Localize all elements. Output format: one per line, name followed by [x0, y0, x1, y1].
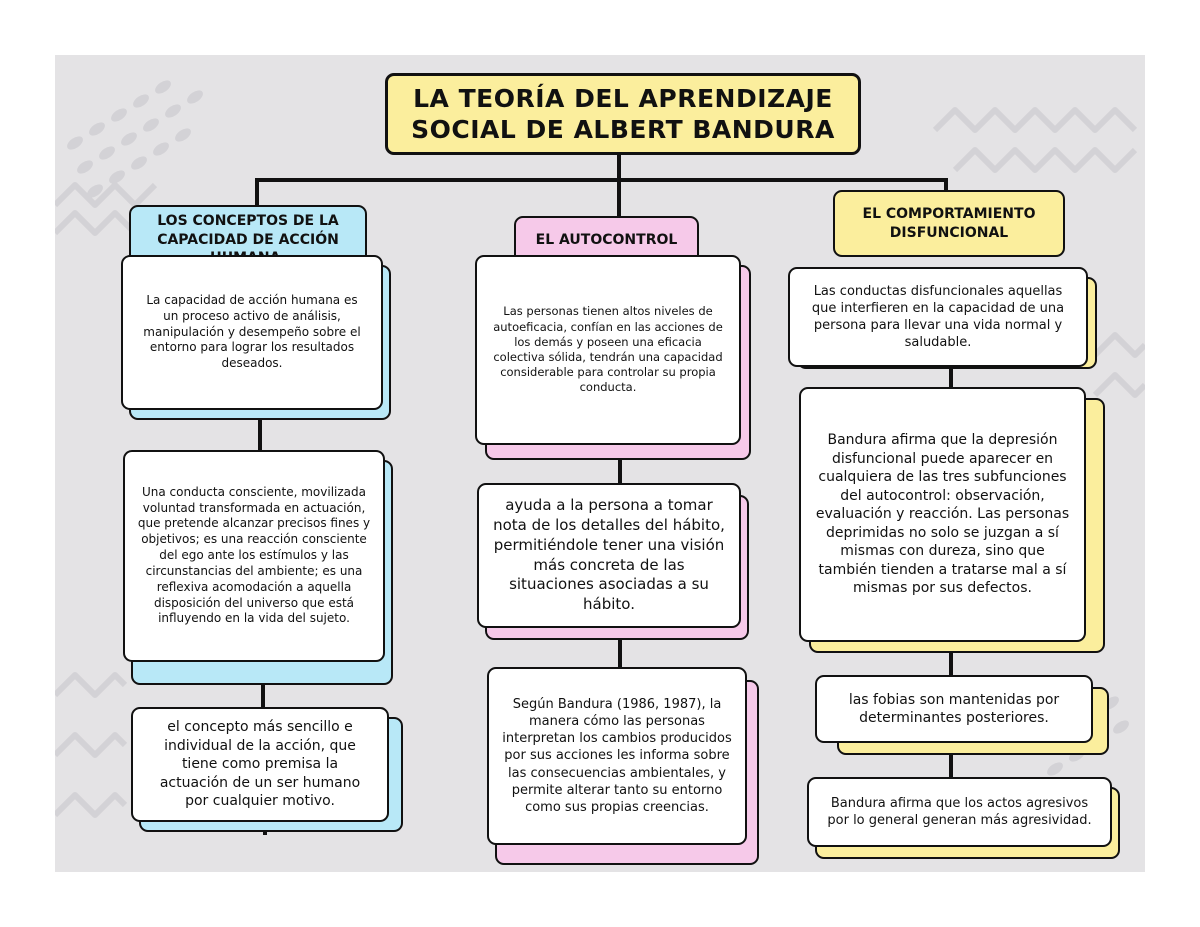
- card-fobias-text: las fobias son mantenidas por determinantes posteriores.: [848, 691, 1060, 726]
- card-conductas-disfuncionales-text: Las conductas disfuncionales aquellas que interfieren en la capacidad de una persona para llevar una vida normal y saludable.: [811, 283, 1065, 351]
- card-conductas-disfuncionales: [788, 267, 1088, 367]
- main-title-text: LA TEORÍA DEL APRENDIZAJE SOCIAL DE ALBERT BANDURA: [411, 83, 835, 144]
- connector-col2-b: [618, 640, 622, 670]
- card-concepto-sencillo: [131, 707, 389, 822]
- card-conducta-consciente-text: Una conducta consciente, movilizada voluntad transformada en actuación, que pretende alcanzar precisos fines y objetivos; es una reacción consciente del ego ante los estímulos y las circunstancias del ambiente; es una reflexiva acomodación a aquella disposición del universo que está influyendo en la vida del sujeto.: [137, 484, 371, 626]
- connector-title-down: [617, 155, 621, 180]
- card-segun-bandura-text: Según Bandura (1986, 1987), la manera cómo las personas interpretan los cambios producidos por sus acciones les informa sobre las consecuencias ambientales, y permite alterar tanto su entorno como sus propias creencias.: [502, 696, 732, 815]
- card-depresion-disfuncional-text: Bandura afirma que la depresión disfuncional puede aparecer en cualquiera de las tres subfunciones del autocontrol: observación, evaluación y reacción. Las personas deprimidas no solo se juzgan a sí mismas con dureza, sino que también tienden a tratarse mal a sí mismas por sus defectos.: [815, 432, 1070, 597]
- card-nota-habito: [477, 483, 741, 628]
- card-autoeficacia: [475, 255, 741, 445]
- card-depresion-disfuncional: [799, 387, 1086, 642]
- connector-col3-header: [944, 178, 948, 190]
- card-autoeficacia-text: Las personas tienen altos niveles de autoeficacia, confían en las acciones de los demás y poseen una eficacia colectiva sólida, tendrán una capacidad considerable para controlar su propia conducta.: [493, 304, 723, 395]
- card-nota-habito-text: ayuda a la persona a tomar nota de los detalles del hábito, permitiéndole tener una visión más concreta de las situaciones asociadas a su hábito.: [493, 496, 725, 614]
- card-capacidad-accion-text: La capacidad de acción humana es un proceso activo de análisis, manipulación y desempeño sobre el entorno para lograr los resultados deseados.: [143, 292, 361, 371]
- main-title: [385, 73, 861, 155]
- connector-col3-b: [949, 650, 953, 678]
- connector-col1-header: [255, 178, 259, 205]
- card-fobias: [815, 675, 1093, 743]
- card-concepto-sencillo-text: el concepto más sencillo e individual de la acción, que tiene como premisa la actuación de un ser humano por cualquier motivo.: [159, 719, 361, 810]
- card-segun-bandura: [487, 667, 747, 845]
- header-autocontrol-text: EL AUTOCONTROL: [535, 231, 678, 248]
- card-capacidad-accion: [121, 255, 383, 410]
- card-actos-agresivos-text: Bandura afirma que los actos agresivos por lo general generan más agresividad.: [827, 795, 1092, 828]
- connector-horizontal: [255, 178, 948, 182]
- card-conducta-consciente: [123, 450, 385, 662]
- connector-col2-header: [617, 178, 621, 216]
- header-comportamiento-disfuncional-text: EL COMPORTAMIENTO DISFUNCIONAL: [862, 205, 1036, 241]
- concept-map-canvas: [55, 55, 1145, 872]
- card-actos-agresivos: [807, 777, 1112, 847]
- header-comportamiento-disfuncional: [833, 190, 1065, 257]
- header-conceptos-text: LOS CONCEPTOS DE LA CAPACIDAD DE ACCIÓN: [157, 212, 339, 248]
